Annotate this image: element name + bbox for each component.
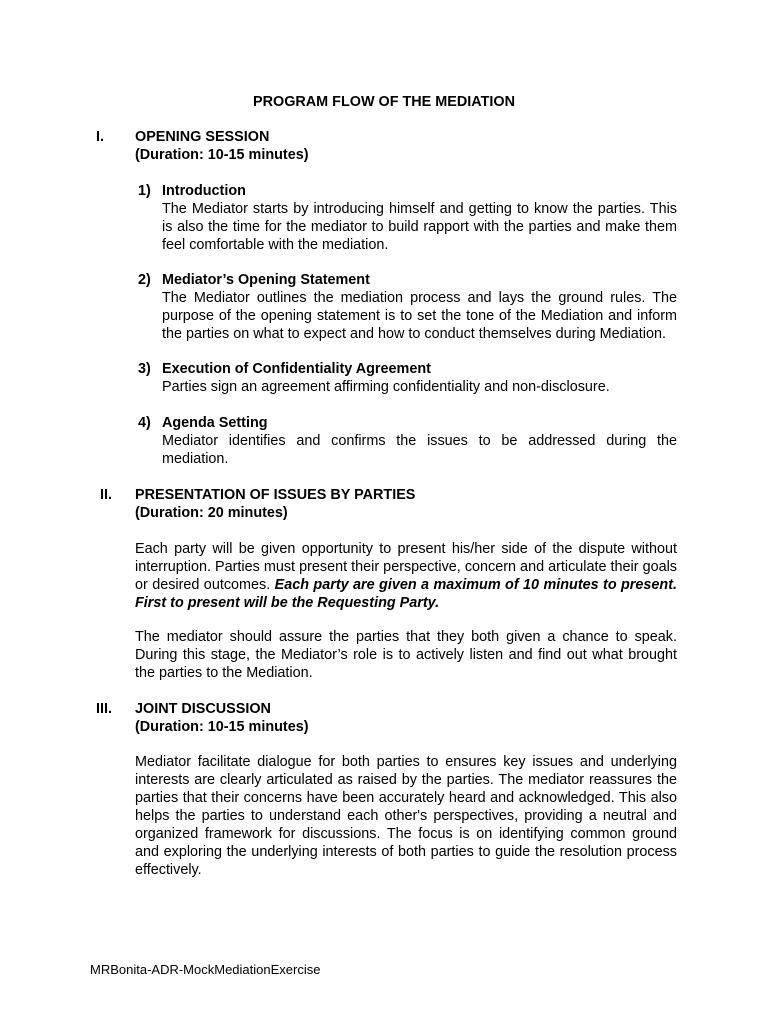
item-number: 4) xyxy=(138,415,151,431)
paragraph-text: Each party will be given opportunity to present his/her side of the dispute without interruption. Parties must present their perspective, concern and articulate their goals or desired outcomes. xyxy=(135,541,677,593)
section-duration: (Duration: 10-15 minutes) xyxy=(135,147,309,163)
item-heading: Mediator’s Opening Statement xyxy=(162,272,370,288)
item-text: Parties sign an agreement affirming confidentiality and non-disclosure. xyxy=(162,379,610,395)
section-heading: JOINT DISCUSSION xyxy=(135,701,271,717)
item-heading: Execution of Confidentiality Agreement xyxy=(162,361,431,377)
item-text: Mediator identifies and confirms the issues to be addressed during the mediation. xyxy=(162,433,677,467)
section-number: I. xyxy=(96,129,104,145)
document-footer: MRBonita-ADR-MockMediationExercise xyxy=(90,962,321,977)
section-heading: PRESENTATION OF ISSUES BY PARTIES xyxy=(135,487,416,503)
item-number: 2) xyxy=(138,272,151,288)
section-number: II. xyxy=(100,487,112,503)
section-paragraph: The mediator should assure the parties that they both given a chance to speak. During this stage, the Mediator’s role is to actively listen and find out what brought the parties to the Mediation. xyxy=(135,629,677,681)
item-text: The Mediator starts by introducing himself and getting to know the parties. This is also the time for the mediator to build rapport with the parties and make them feel comfortable with the mediation. xyxy=(162,201,677,253)
section-paragraph: Mediator facilitate dialogue for both parties to ensures key issues and underlying interests are clearly articulated as raised by the parties. The mediator reassures the parties that their concerns have been accurately heard and acknowledged. This also helps the parties to understand each other's perspectives, providing a neutral and organized framework for discussions. The focus is on identifying common ground and exploring the underlying interests of both parties to guide the resolution process effectively. xyxy=(135,754,677,878)
section-number: III. xyxy=(96,701,112,717)
section-paragraph xyxy=(135,540,677,612)
item-heading: Agenda Setting xyxy=(162,415,268,431)
item-heading: Introduction xyxy=(162,183,246,199)
section-duration: (Duration: 20 minutes) xyxy=(135,505,288,521)
paragraph-emphasis: Each party are given a maximum of 10 minutes to present. First to present will be the Requesting Party. xyxy=(135,577,677,611)
document-title: PROGRAM FLOW OF THE MEDIATION xyxy=(253,94,515,110)
item-number: 1) xyxy=(138,183,151,199)
section-heading: OPENING SESSION xyxy=(135,129,270,145)
section-duration: (Duration: 10-15 minutes) xyxy=(135,719,309,735)
item-number: 3) xyxy=(138,361,151,377)
item-text: The Mediator outlines the mediation process and lays the ground rules. The purpose of the opening statement is to set the tone of the Mediation and inform the parties on what to expect and how to conduct themselves during Mediation. xyxy=(162,290,677,342)
